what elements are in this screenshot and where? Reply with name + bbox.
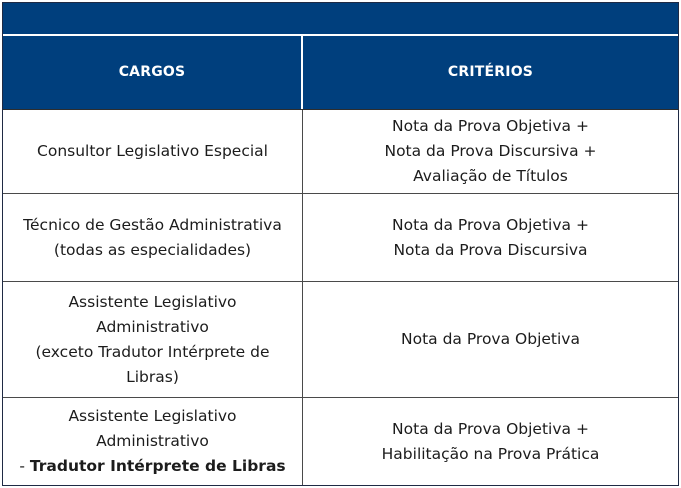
criterio-line: Nota da Prova Objetiva +: [392, 419, 589, 438]
cargo-line: Técnico de Gestão Administrativa: [23, 215, 282, 234]
criterio-line: Habilitação na Prova Prática: [381, 444, 600, 463]
cargo-cell: [3, 282, 303, 397]
cargo-line: (exceto Tradutor Intérprete de: [35, 342, 270, 361]
criterio-cell: [303, 398, 678, 485]
criterio-line: Nota da Prova Objetiva +: [392, 215, 589, 234]
cargo-bold-text: Tradutor Intérprete de Libras: [29, 457, 286, 475]
criterio-line: Nota da Prova Discursiva: [393, 240, 588, 259]
cargo-cell: [3, 398, 303, 485]
cargo-line: Assistente Legislativo: [68, 407, 237, 425]
header-cargos: CARGOS: [3, 36, 303, 109]
table-header-row: [3, 36, 678, 110]
criterio-line: Nota da Prova Objetiva: [401, 330, 580, 348]
cargo-cell: [3, 110, 303, 193]
criterio-line: Avaliação de Títulos: [413, 167, 568, 185]
header-criterios: CRITÉRIOS: [447, 64, 534, 80]
table-row: [3, 110, 678, 194]
cargo-prefix: -: [19, 457, 30, 475]
cargo-cell: [3, 194, 303, 281]
criterio-line: Nota da Prova Objetiva +: [392, 117, 589, 135]
cargo-line: Consultor Legislativo Especial: [37, 142, 268, 160]
table-row: [3, 282, 678, 398]
table-row: [3, 398, 678, 485]
cargo-line: Assistente Legislativo: [68, 292, 237, 311]
criteria-table: [2, 2, 679, 486]
cargo-line-emphasis: [19, 454, 285, 479]
cargo-line: (todas as especialidades): [53, 240, 252, 259]
cargo-line: Libras): [126, 367, 179, 386]
cargo-line: Administrativo: [96, 432, 209, 450]
criterio-cell: [303, 282, 678, 397]
table-row: [3, 194, 678, 282]
criterio-line: Nota da Prova Discursiva +: [384, 142, 597, 160]
cargo-line: Administrativo: [96, 317, 209, 336]
criterio-cell: [303, 110, 678, 193]
criterio-cell: [303, 194, 678, 281]
table-top-band: [3, 3, 678, 36]
